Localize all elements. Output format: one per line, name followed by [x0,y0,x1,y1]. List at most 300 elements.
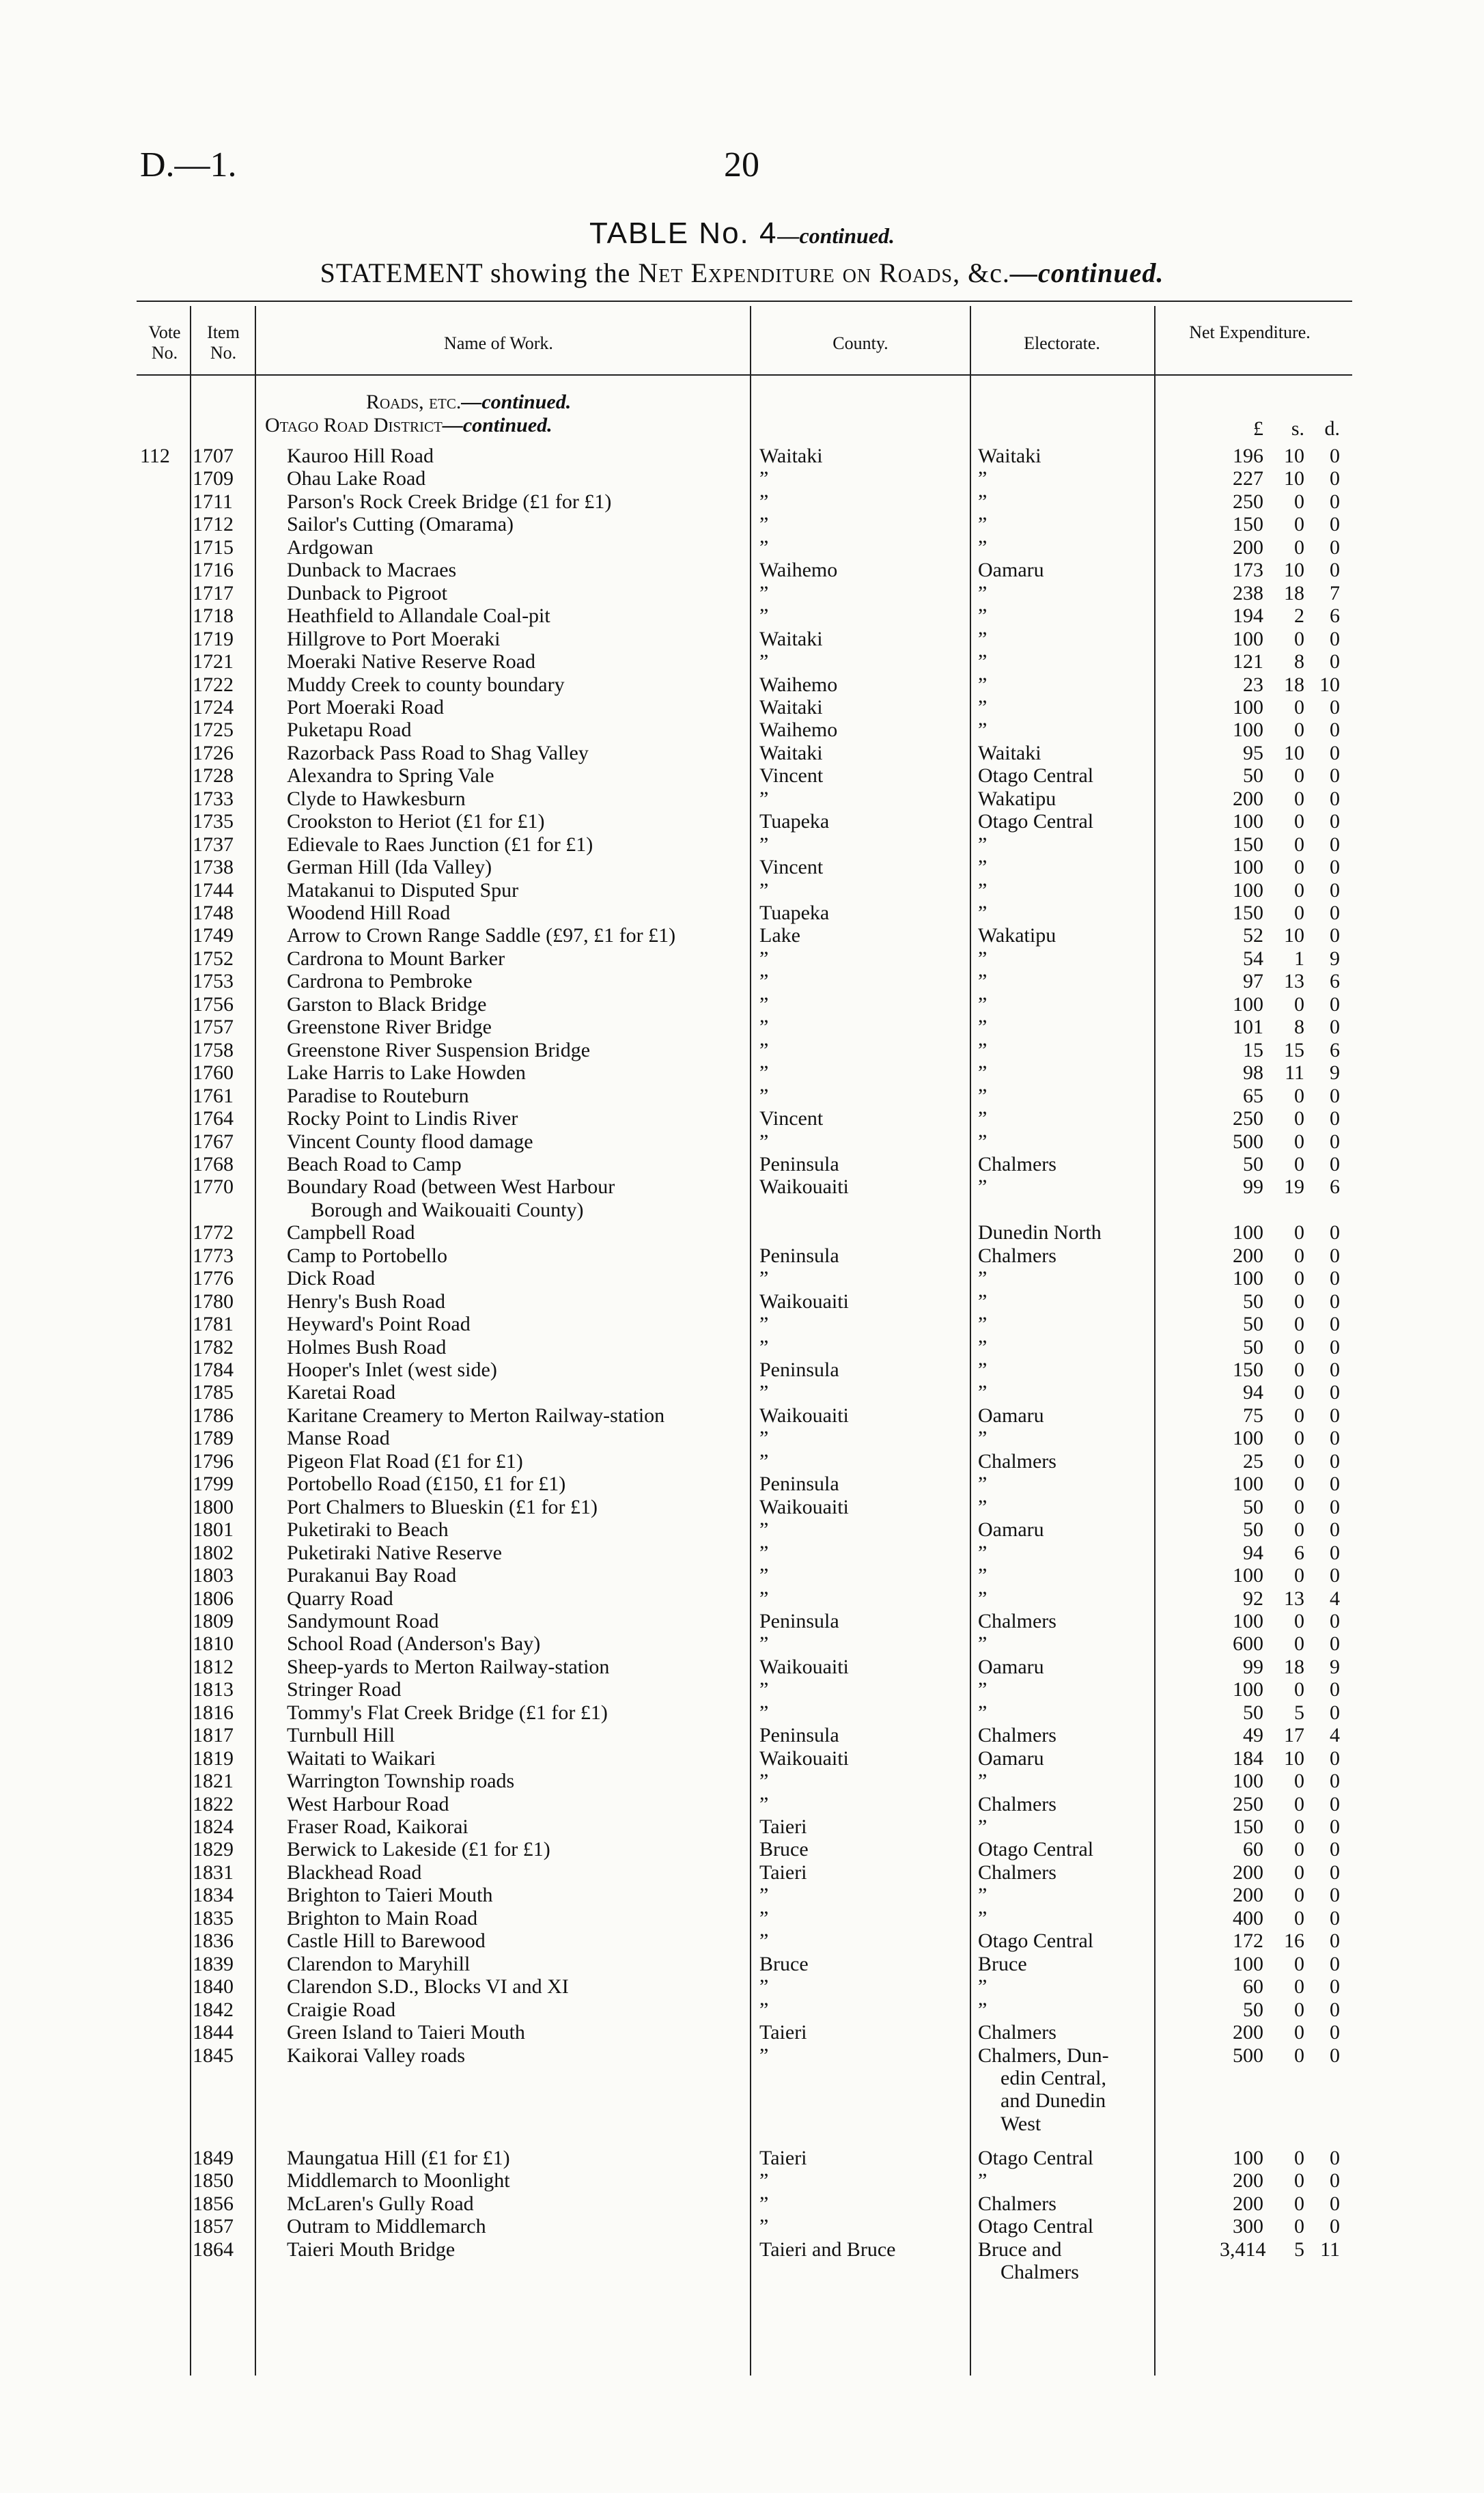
shillings: 16 [1284,1930,1304,1953]
item-number: 1796 [193,1449,234,1473]
pence: 0 [1330,1906,1340,1930]
section-roads-suffix: —continued. [461,391,572,413]
electorate: Chalmers [978,1449,1056,1473]
shillings: 19 [1284,1175,1304,1199]
item-number: 1844 [193,2021,234,2044]
electorate: Chalmers [978,2192,1056,2215]
item-number: 1715 [193,535,234,559]
electorate: ” [978,1906,988,1930]
work-name: Karitane Creamery to Merton Railway-station [287,1404,665,1427]
electorate: Chalmers [978,1244,1056,1267]
shillings: 0 [1294,1290,1304,1313]
work-name: Puketiraki Native Reserve [287,1541,502,1564]
item-number: 1809 [193,1609,234,1632]
pence: 0 [1330,1381,1340,1404]
pounds: 150 [1233,902,1263,924]
shillings: 10 [1284,741,1304,764]
pounds: 60 [1243,1975,1263,1998]
pence: 0 [1330,1770,1340,1793]
pence: 0 [1330,902,1340,924]
shillings: 11 [1285,1061,1304,1085]
pounds: 50 [1243,1998,1263,2021]
electorate: ” [978,1130,988,1153]
county: Waihemo [759,719,838,742]
shillings: 0 [1294,1884,1304,1907]
work-name: Puketiraki to Beach [287,1518,449,1542]
electorate: ” [978,1335,988,1359]
shillings: 0 [1294,764,1304,788]
county: Taieri [759,1815,807,1838]
shillings: 0 [1294,878,1304,902]
pounds: 200 [1233,1884,1263,1907]
pence: 0 [1330,627,1340,650]
electorate: Otago Central [978,810,1094,833]
electorate: ” [978,1427,988,1450]
work-name: Henry's Bush Road [287,1290,446,1313]
item-number: 1738 [193,856,234,879]
shillings: 0 [1294,1998,1304,2021]
electorate: ” [978,581,988,604]
work-name: Karetai Road [287,1381,396,1404]
electorate: ” [978,1084,988,1107]
work-name: Castle Hill to Barewood [287,1930,486,1953]
pounds: 121 [1233,650,1263,673]
pence: 0 [1330,2169,1340,2192]
item-number: 1728 [193,764,234,788]
pence: 0 [1330,2044,1340,2067]
pounds: 52 [1243,924,1263,947]
item-number: 1840 [193,1975,234,1998]
pence: 4 [1330,1587,1340,1610]
shillings: 8 [1294,650,1304,673]
county: Waikouaiti [759,1495,849,1518]
item-number: 1817 [193,1724,234,1747]
shillings: 18 [1284,581,1304,604]
county: ” [759,1335,769,1359]
work-name: Puketapu Road [287,719,412,742]
county: ” [759,1792,769,1815]
pence: 0 [1330,1792,1340,1815]
county: ” [759,1587,769,1610]
county: ” [759,1381,769,1404]
pence: 0 [1330,1107,1340,1130]
shillings: 0 [1294,992,1304,1016]
work-name: Waitati to Waikari [287,1746,436,1770]
shillings: 0 [1294,2192,1304,2215]
work-name: Beach Road to Camp [287,1152,462,1175]
shillings: 0 [1294,535,1304,559]
pounds: 150 [1233,1359,1263,1381]
county: ” [759,1998,769,2021]
pence: 0 [1330,1427,1340,1450]
electorate: Chalmers [978,1861,1056,1884]
item-number: 1864 [193,2238,234,2261]
electorate: Oamaru [978,1746,1044,1770]
shillings: 0 [1294,856,1304,879]
section-district-label: Otago Road District [265,414,443,436]
pounds: 100 [1233,1473,1263,1496]
work-name: Kaikorai Valley roads [287,2044,466,2067]
pence: 0 [1330,1930,1340,1953]
electorate: ” [978,1587,988,1610]
electorate: Bruce and [978,2238,1062,2261]
pence: 0 [1330,467,1340,490]
pounds: 196 [1233,445,1263,467]
pounds: 50 [1243,1290,1263,1313]
county: ” [759,1016,769,1039]
county: ” [759,1906,769,1930]
electorate: ” [978,1290,988,1313]
county: Peninsula [759,1244,839,1267]
shillings: 2 [1294,604,1304,628]
electorate: Chalmers [978,2021,1056,2044]
county: Waikouaiti [759,1746,849,1770]
shillings: 0 [1294,1518,1304,1542]
pounds: 60 [1243,1838,1263,1861]
electorate: ” [978,650,988,673]
shillings: 0 [1294,2215,1304,2238]
pence: 0 [1330,1473,1340,1496]
item-number: 1772 [193,1221,234,1244]
pence: 0 [1330,1609,1340,1632]
pounds: 100 [1233,1952,1263,1975]
county: ” [759,878,769,902]
item-number: 1717 [193,581,234,604]
shillings: 0 [1294,1838,1304,1861]
county: Taieri and Bruce [759,2238,896,2261]
electorate: ” [978,490,988,513]
shillings: 0 [1294,1952,1304,1975]
work-name: Clarendon S.D., Blocks VI and XI [287,1975,569,1998]
electorate: ” [978,627,988,650]
electorate-continued: and Dunedin [1000,2089,1106,2113]
pence: 0 [1330,1564,1340,1587]
work-name: Vincent County flood damage [287,1130,533,1153]
electorate: ” [978,695,988,719]
county: ” [759,992,769,1016]
shillings: 0 [1294,1770,1304,1793]
county: ” [759,467,769,490]
electorate: ” [978,1564,988,1587]
item-number: 1850 [193,2169,234,2192]
electorate: Waitaki [978,741,1041,764]
pounds: 173 [1233,559,1263,582]
county: ” [759,1130,769,1153]
pence: 0 [1330,1884,1340,1907]
work-name-continued: Borough and Waikouaiti County) [311,1198,584,1221]
item-number: 1834 [193,1884,234,1907]
pence: 4 [1330,1724,1340,1747]
item-number: 1711 [193,490,233,513]
shillings: 5 [1294,2238,1304,2261]
work-name: Boundary Road (between West Harbour [287,1175,615,1199]
county: ” [759,1518,769,1542]
county: ” [759,513,769,536]
item-number: 1857 [193,2215,234,2238]
electorate: ” [978,1975,988,1998]
item-number: 1758 [193,1038,234,1061]
work-name: Heathfield to Allandale Coal-pit [287,604,550,628]
county: ” [759,1930,769,1953]
shillings: 0 [1294,1609,1304,1632]
county: Waikouaiti [759,1655,849,1678]
pence: 0 [1330,2147,1340,2170]
electorate: ” [978,1175,988,1199]
item-number: 1845 [193,2044,234,2067]
work-name: Stringer Road [287,1678,402,1701]
pounds: 25 [1243,1449,1263,1473]
pounds: 500 [1233,2044,1263,2067]
item-number: 1786 [193,1404,234,1427]
item-number: 1756 [193,992,234,1016]
statement-small-caps: Net Expenditure on Roads [638,257,953,288]
pounds: 99 [1243,1655,1263,1678]
item-number: 1831 [193,1861,234,1884]
work-name: Edievale to Raes Junction (£1 for £1) [287,833,593,856]
electorate: ” [978,535,988,559]
work-name: Fraser Road, Kaikorai [287,1815,468,1838]
electorate: ” [978,1359,988,1381]
pence: 9 [1330,947,1340,970]
pence: 0 [1330,924,1340,947]
pounds: 50 [1243,1495,1263,1518]
county: ” [759,604,769,628]
pence: 0 [1330,1244,1340,1267]
electorate: Oamaru [978,1518,1044,1542]
work-name: Sailor's Cutting (Omarama) [287,513,514,536]
item-number: 1757 [193,1016,234,1039]
pence: 0 [1330,445,1340,467]
statement-tail: , &c. [953,257,1010,288]
pence: 0 [1330,1449,1340,1473]
item-number: 1770 [193,1175,234,1199]
pence: 0 [1330,559,1340,582]
work-name: School Road (Anderson's Bay) [287,1632,541,1656]
shillings: 0 [1294,1244,1304,1267]
county: Taieri [759,2147,807,2170]
pounds: 23 [1243,673,1263,696]
electorate: ” [978,1998,988,2021]
work-name: Ohau Lake Road [287,467,426,490]
shillings: 10 [1284,467,1304,490]
electorate: ” [978,1701,988,1724]
county: ” [759,1061,769,1085]
item-number: 1789 [193,1427,234,1450]
item-number: 1721 [193,650,234,673]
county: ” [759,1313,769,1336]
pounds: 300 [1233,2215,1263,2238]
item-number: 1709 [193,467,234,490]
work-name: Craigie Road [287,1998,396,2021]
county: Vincent [759,856,824,879]
pounds: 99 [1243,1175,1263,1199]
electorate: Otago Central [978,1838,1094,1861]
pence: 0 [1330,1016,1340,1039]
item-number: 1752 [193,947,234,970]
electorate: ” [978,1815,988,1838]
pence: 0 [1330,535,1340,559]
item-number: 1785 [193,1381,234,1404]
county: Tuapeka [759,810,830,833]
item-number: 1835 [193,1906,234,1930]
work-name: Brighton to Main Road [287,1906,478,1930]
work-name: Maungatua Hill (£1 for £1) [287,2147,510,2170]
electorate: ” [978,1267,988,1290]
work-name: Ardgowan [287,535,374,559]
county: ” [759,1678,769,1701]
work-name: Quarry Road [287,1587,393,1610]
item-number: 1718 [193,604,234,628]
pence: 10 [1319,673,1340,696]
work-name: Clyde to Hawkesburn [287,787,466,810]
pounds: 500 [1233,1130,1263,1153]
work-name: Outram to Middlemarch [287,2215,486,2238]
pounds: 227 [1233,467,1263,490]
work-name: West Harbour Road [287,1792,449,1815]
county: Taieri [759,1861,807,1884]
item-number: 1773 [193,1244,234,1267]
pounds: 100 [1233,695,1263,719]
item-number: 1842 [193,1998,234,2021]
electorate: Oamaru [978,1404,1044,1427]
electorate: ” [978,1884,988,1907]
shillings: 0 [1294,1152,1304,1175]
electorate: Oamaru [978,559,1044,582]
pounds: 50 [1243,1335,1263,1359]
pence: 0 [1330,1975,1340,1998]
county: ” [759,490,769,513]
pounds: 95 [1243,741,1263,764]
shillings: 10 [1284,559,1304,582]
electorate: ” [978,1541,988,1564]
work-name: Rocky Point to Lindis River [287,1107,518,1130]
pence: 0 [1330,1861,1340,1884]
electorate-continued: edin Central, [1000,2066,1106,2089]
county: ” [759,1884,769,1907]
county: ” [759,947,769,970]
shillings: 13 [1284,970,1304,993]
item-number: 1724 [193,695,234,719]
pence: 0 [1330,1815,1340,1838]
pounds: 184 [1233,1746,1263,1770]
pence: 0 [1330,2215,1340,2238]
shillings: 0 [1294,2044,1304,2067]
pounds: 194 [1233,604,1263,628]
county: ” [759,1564,769,1587]
pounds: 100 [1233,1267,1263,1290]
pounds: 49 [1243,1724,1263,1747]
pounds: 65 [1243,1084,1263,1107]
county: ” [759,787,769,810]
pence: 0 [1330,1290,1340,1313]
work-name: Cardrona to Pembroke [287,970,473,993]
col-head-net: Net Expenditure. [1189,322,1311,342]
work-name: Sheep-yards to Merton Railway-station [287,1655,610,1678]
county: Taieri [759,2021,807,2044]
pounds: 100 [1233,1678,1263,1701]
pounds: 200 [1233,2192,1263,2215]
county: ” [759,1541,769,1564]
pounds: 94 [1243,1381,1263,1404]
item-number: 1802 [193,1541,234,1564]
electorate: Chalmers [978,1609,1056,1632]
work-name: Greenstone River Suspension Bridge [287,1038,591,1061]
item-number: 1824 [193,1815,234,1838]
county: ” [759,2192,769,2215]
electorate: ” [978,2169,988,2192]
statement-suffix: —continued. [1009,257,1164,288]
electorate: Dunedin North [978,1221,1102,1244]
shillings: 0 [1294,902,1304,924]
item-number: 1744 [193,878,234,902]
electorate: Wakatipu [978,787,1056,810]
item-number: 1813 [193,1678,234,1701]
work-name: Holmes Bush Road [287,1335,447,1359]
county: Peninsula [759,1609,839,1632]
pence: 0 [1330,1221,1340,1244]
electorate: Chalmers [978,1724,1056,1747]
pounds: 100 [1233,1770,1263,1793]
pounds: 100 [1233,878,1263,902]
electorate: Chalmers [978,1152,1056,1175]
col-head-item: Item No. [207,322,240,363]
pence: 9 [1330,1655,1340,1678]
shillings: 0 [1294,1495,1304,1518]
shillings: 0 [1294,490,1304,513]
pounds: 100 [1233,1221,1263,1244]
pence: 0 [1330,650,1340,673]
shillings: 6 [1294,1541,1304,1564]
pounds: 172 [1233,1930,1263,1953]
pounds: 150 [1233,1815,1263,1838]
work-name: Warrington Township roads [287,1770,515,1793]
shillings: 0 [1294,1906,1304,1930]
shillings: 0 [1294,1473,1304,1496]
shillings: 0 [1294,1861,1304,1884]
item-number: 1719 [193,627,234,650]
item-number: 1812 [193,1655,234,1678]
pence: 0 [1330,1632,1340,1656]
pence: 0 [1330,1701,1340,1724]
work-name: Pigeon Flat Road (£1 for £1) [287,1449,523,1473]
shillings: 0 [1294,1975,1304,1998]
item-number: 1781 [193,1313,234,1336]
item-number: 1722 [193,673,234,696]
shillings: 5 [1294,1701,1304,1724]
pence: 0 [1330,1746,1340,1770]
item-number: 1764 [193,1107,234,1130]
shillings: 0 [1294,1221,1304,1244]
item-number: 1716 [193,559,234,582]
item-number: 1849 [193,2147,234,2170]
item-number: 1768 [193,1152,234,1175]
shillings: 0 [1294,1632,1304,1656]
county: ” [759,833,769,856]
pounds: 50 [1243,1313,1263,1336]
pounds: 75 [1243,1404,1263,1427]
item-number: 1816 [193,1701,234,1724]
electorate: ” [978,719,988,742]
item-number: 1725 [193,719,234,742]
pence: 11 [1320,2238,1340,2261]
work-name: Woodend Hill Road [287,902,451,924]
pence: 0 [1330,719,1340,742]
pounds: 50 [1243,1518,1263,1542]
pence: 0 [1330,1678,1340,1701]
work-name: Turnbull Hill [287,1724,395,1747]
work-name: Dick Road [287,1267,376,1290]
shillings: 1 [1294,947,1304,970]
